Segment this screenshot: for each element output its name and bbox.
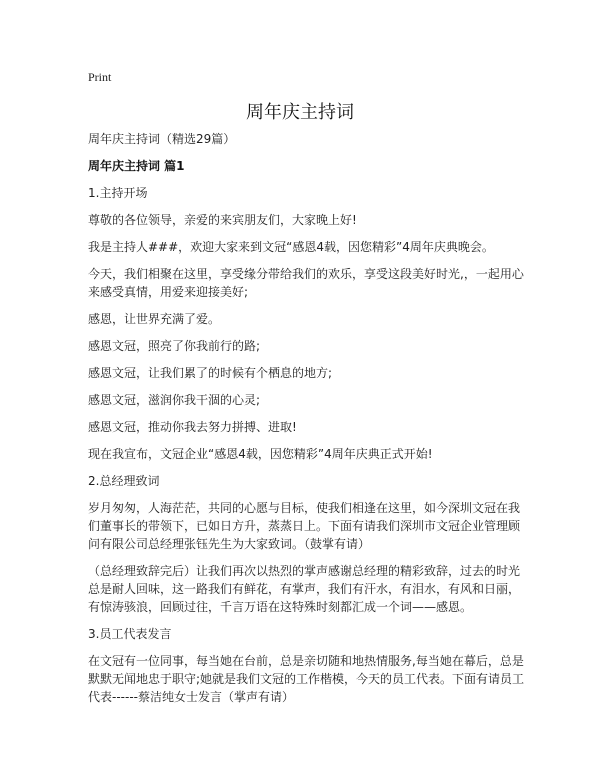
paragraph: 感恩文冠，推动你我去努力拼搏、进取! bbox=[88, 420, 297, 434]
paragraph: 今天，我们相聚在这里，享受缘分带给我们的欢乐，享受这段美好时光,，一起用心来感受真情，用爱来迎接美好; bbox=[88, 267, 524, 299]
paragraph: 感恩文冠，滋润你我干涸的心灵; bbox=[88, 393, 261, 407]
document-title: 周年庆主持词 bbox=[246, 102, 354, 123]
paragraph: 岁月匆匆，人海茫茫，共同的心愿与目标，使我们相逢在这里，如今深圳文冠在我们董事长的带领下，已如日方升，蒸蒸日上。下面有请我们深圳市文冠企业管理顾问有限公司总经理张钰先生为大家致词。（鼓掌有请） bbox=[88, 501, 521, 551]
paragraph: 感恩文冠，照亮了你我前行的路; bbox=[88, 339, 261, 353]
document-body bbox=[88, 130, 526, 715]
paragraph: 3.员工代表发言 bbox=[88, 627, 172, 641]
paragraph: 现在我宣布，文冠企业“感恩4载，因您精彩”4周年庆典正式开始! bbox=[88, 447, 433, 461]
section-heading: 周年庆主持词 篇1 bbox=[88, 159, 185, 173]
paragraph: 感恩，让世界充满了爱。 bbox=[88, 312, 221, 326]
paragraph: 周年庆主持词（精选29篇） bbox=[88, 132, 236, 146]
paragraph: 在文冠有一位同事，每当她在台前，总是亲切随和地热情服务,每当她在幕后，总是默默无闻地忠于职守;她就是我们文冠的工作楷模，今天的员工代表。下面有请员工代表------蔡洁纯女士发言（掌声有请） bbox=[88, 654, 525, 704]
paragraph: （总经理致辞完后）让我们再次以热烈的掌声感谢总经理的精彩致辞，过去的时光总是耐人回味，这一路我们有鲜花，有掌声，我们有汗水，有泪水，有风和日丽，有惊涛骇浪，回顾过往，千言万语在这特殊时刻都汇成一个词——感恩。 bbox=[88, 564, 521, 614]
print-link[interactable]: Print bbox=[88, 70, 112, 84]
paragraph: 感恩文冠，让我们累了的时候有个栖息的地方; bbox=[88, 366, 333, 380]
paragraph: 1.主持开场 bbox=[88, 186, 148, 200]
paragraph: 尊敬的各位领导，亲爱的来宾朋友们，大家晚上好! bbox=[88, 213, 357, 227]
paragraph: 我是主持人###，欢迎大家来到文冠“感恩4载，因您精彩”4周年庆典晚会。 bbox=[88, 240, 494, 254]
paragraph: 2.总经理致词 bbox=[88, 474, 160, 488]
